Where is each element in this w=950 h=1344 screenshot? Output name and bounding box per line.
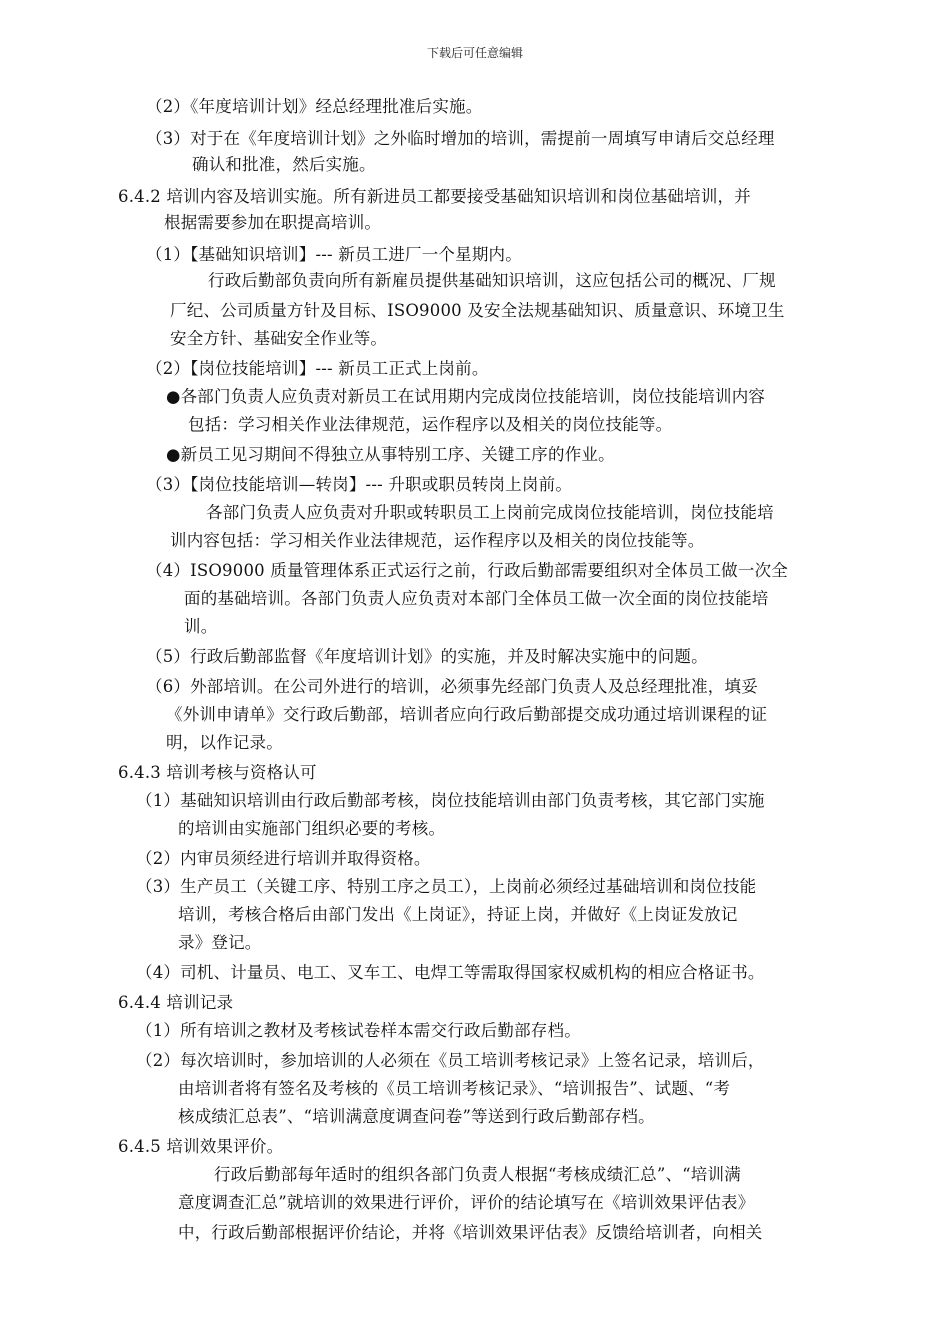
- text-line: （6）外部培训。在公司外进行的培训，必须事先经部门负责人及总经理批准，填妥: [146, 677, 758, 696]
- text-line: 厂纪、公司质量方针及目标、ISO9000 及安全法规基础知识、质量意识、环境卫生: [170, 301, 785, 320]
- text-line: 行政后勤部每年适时的组织各部门负责人根据“考核成绩汇总”、“培训满: [214, 1165, 741, 1184]
- text-line: 行政后勤部负责向所有新雇员提供基础知识培训，这应包括公司的概况、厂规: [208, 271, 776, 290]
- text-line: （2）【岗位技能培训】--- 新员工正式上岗前。: [146, 359, 489, 378]
- text-line: 各部门负责人应负责对升职或转职员工上岗前完成岗位技能培训，岗位技能培: [206, 503, 774, 522]
- text-line: （4）ISO9000 质量管理体系正式运行之前，行政后勤部需要组织对全体员工做一次全: [146, 561, 788, 580]
- text-line: （1）所有培训之教材及考核试卷样本需交行政后勤部存档。: [136, 1021, 581, 1040]
- text-line: 安全方针、基础安全作业等。: [170, 329, 388, 348]
- text-line: 的培训由实施部门组织必要的考核。: [178, 819, 446, 838]
- text-line: 包括：学习相关作业法律规范，运作程序以及相关的岗位技能等。: [188, 415, 673, 434]
- text-line: 中，行政后勤部根据评价结论，并将《培训效果评估表》反馈给培训者，向相关: [178, 1223, 763, 1242]
- download-note: 下载后可任意编辑: [426, 46, 523, 60]
- text-line: 录》登记。: [178, 933, 262, 952]
- bullet-item: ●各部门负责人应负责对新员工在试用期内完成岗位技能培训，岗位技能培训内容: [166, 387, 766, 406]
- text-line: （2）每次培训时，参加培训的人必须在《员工培训考核记录》上签名记录，培训后，: [136, 1051, 765, 1070]
- text-line: （4）司机、计量员、电工、叉车工、电焊工等需取得国家权威机构的相应合格证书。: [136, 963, 765, 982]
- text-line: 由培训者将有签名及考核的《员工培训考核记录》、“培训报告”、试题、“考: [178, 1079, 731, 1098]
- section-heading: 6.4.4 培训记录: [118, 993, 234, 1012]
- text-line: （2）《年度培训计划》经总经理批准后实施。: [146, 97, 483, 116]
- text-line: 培训，考核合格后由部门发出《上岗证》，持证上岗，并做好《上岗证发放记: [178, 905, 738, 924]
- section-heading: 6.4.3 培训考核与资格认可: [118, 763, 317, 782]
- text-line: （1）基础知识培训由行政后勤部考核，岗位技能培训由部门负责考核，其它部门实施: [136, 791, 765, 810]
- text-line: （3）生产员工（关键工序、特别工序之员工），上岗前必须经过基础培训和岗位技能: [136, 877, 757, 896]
- text-line: （3）对于在《年度培训计划》之外临时增加的培训，需提前一周填写申请后交总经理: [146, 129, 775, 148]
- text-line: 确认和批准，然后实施。: [192, 155, 376, 174]
- text-line: （1）【基础知识培训】--- 新员工进厂一个星期内。: [146, 245, 522, 264]
- text-line: （2）内审员须经进行培训并取得资格。: [136, 849, 431, 868]
- text-line: 意度调查汇总”就培训的效果进行评价，评价的结论填写在《培训效果评估表》: [178, 1193, 755, 1212]
- text-line: 训。: [184, 617, 218, 636]
- text-line: 明，以作记录。: [166, 733, 283, 752]
- text-line: 核成绩汇总表”、“培训满意度调查问卷”等送到行政后勤部存档。: [178, 1107, 655, 1126]
- section-heading: 6.4.5 培训效果评价。: [118, 1137, 284, 1156]
- text-line: 训内容包括：学习相关作业法律规范，运作程序以及相关的岗位技能等。: [170, 531, 705, 550]
- text-line: 根据需要参加在职提高培训。: [164, 213, 382, 232]
- text-line: 《外训申请单》交行政后勤部，培训者应向行政后勤部提交成功通过培训课程的证: [166, 705, 768, 724]
- text-line: （5）行政后勤部监督《年度培训计划》的实施，并及时解决实施中的问题。: [146, 647, 708, 666]
- text-line: （3）【岗位技能培训—转岗】--- 升职或职员转岗上岗前。: [146, 475, 573, 494]
- section-heading: 6.4.2 培训内容及培训实施。所有新进员工都要接受基础知识培训和岗位基础培训，并: [118, 187, 751, 206]
- text-line: 面的基础培训。各部门负责人应负责对本部门全体员工做一次全面的岗位技能培: [184, 589, 769, 608]
- bullet-item: ●新员工见习期间不得独立从事特别工序、关键工序的作业。: [166, 445, 615, 464]
